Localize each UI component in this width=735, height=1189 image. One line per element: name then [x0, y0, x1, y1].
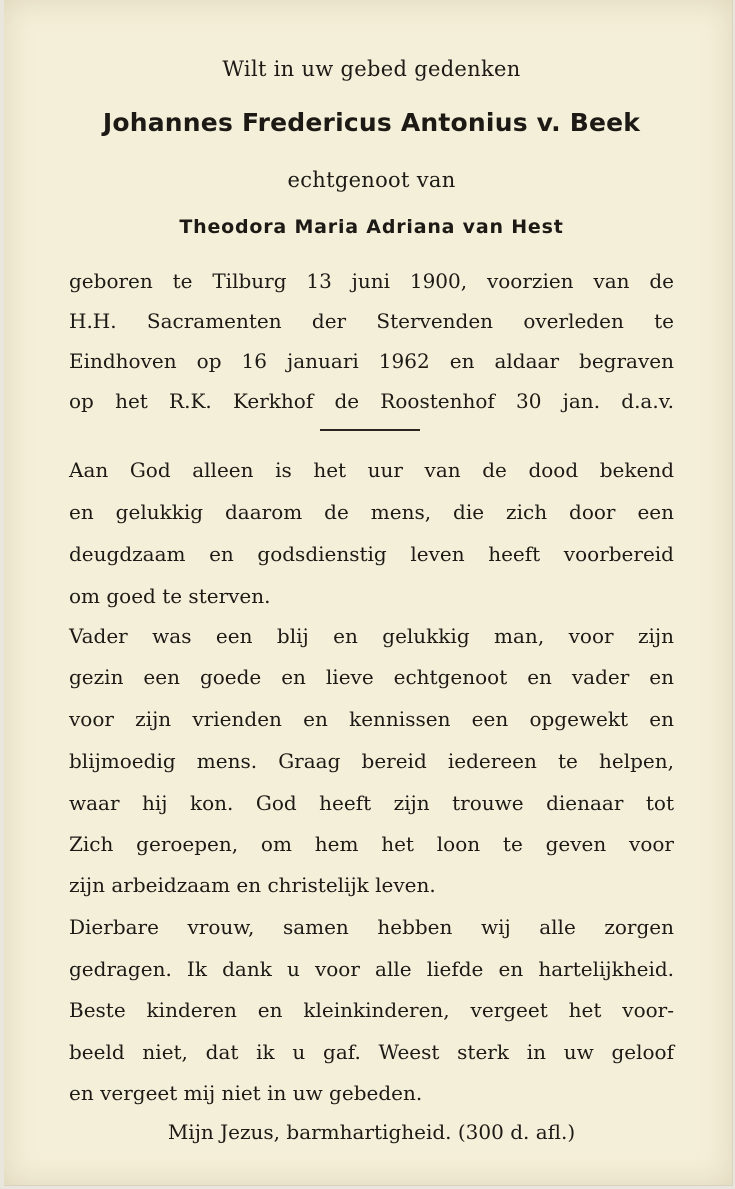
body-line: waar hij kon. God heeft zijn trouwe dienaar tot — [69, 791, 674, 815]
body-line: Dierbare vrouw, samen hebben wij alle zorgen — [69, 915, 674, 939]
intro-text: Wilt in uw gebed gedenken — [222, 57, 521, 81]
prayer-line — [4, 1120, 735, 1144]
body-line: voor zijn vrienden en kennissen een opgewekt en — [69, 707, 674, 731]
deceased-name: Johannes Fredericus Antonius v. Beek — [102, 108, 641, 137]
bio-line: geboren te Tilburg 13 juni 1900, voorzien van de — [69, 269, 674, 293]
body-line: Zich geroepen, om hem het loon te geven voor — [69, 832, 674, 856]
body-line: gezin een goede en lieve echtgenoot en vader en — [69, 665, 674, 689]
spouse-name: Theodora Maria Adriana van Hest — [179, 216, 564, 238]
body-line: blijmoedig mens. Graag bereid iedereen te helpen, — [69, 749, 674, 773]
bio-line: op het R.K. Kerkhof de Roostenhof 30 jan. d.a.v. — [69, 389, 674, 413]
body-line: om goed te sterven. — [69, 584, 271, 608]
memorial-card — [4, 0, 733, 1186]
body-line: beeld niet, dat ik u gaf. Weest sterk in uw geloof — [69, 1040, 674, 1064]
body-line: en vergeet mij niet in uw gebeden. — [69, 1081, 423, 1105]
bio-line: H.H. Sacramenten der Stervenden overleden te — [69, 309, 674, 333]
divider — [320, 429, 420, 431]
body-line: deugdzaam en godsdienstig leven heeft voorbereid — [69, 542, 674, 566]
relation-text: echtgenoot van — [287, 168, 456, 192]
body-line: zijn arbeidzaam en christelijk leven. — [69, 873, 436, 897]
body-line: Vader was een blij en gelukkig man, voor zijn — [69, 624, 674, 648]
prayer-text: Mijn Jezus, barmhartigheid. (300 d. afl.) — [167, 1120, 576, 1144]
body-line: Aan God alleen is het uur van de dood bekend — [69, 458, 674, 482]
body-line: Beste kinderen en kleinkinderen, vergeet het voor- — [69, 998, 674, 1022]
body-line: en gelukkig daarom de mens, die zich door een — [69, 500, 674, 524]
body-line: gedragen. Ik dank u voor alle liefde en hartelijkheid. — [69, 957, 674, 981]
bio-line: Eindhoven op 16 januari 1962 en aldaar begraven — [69, 349, 674, 373]
